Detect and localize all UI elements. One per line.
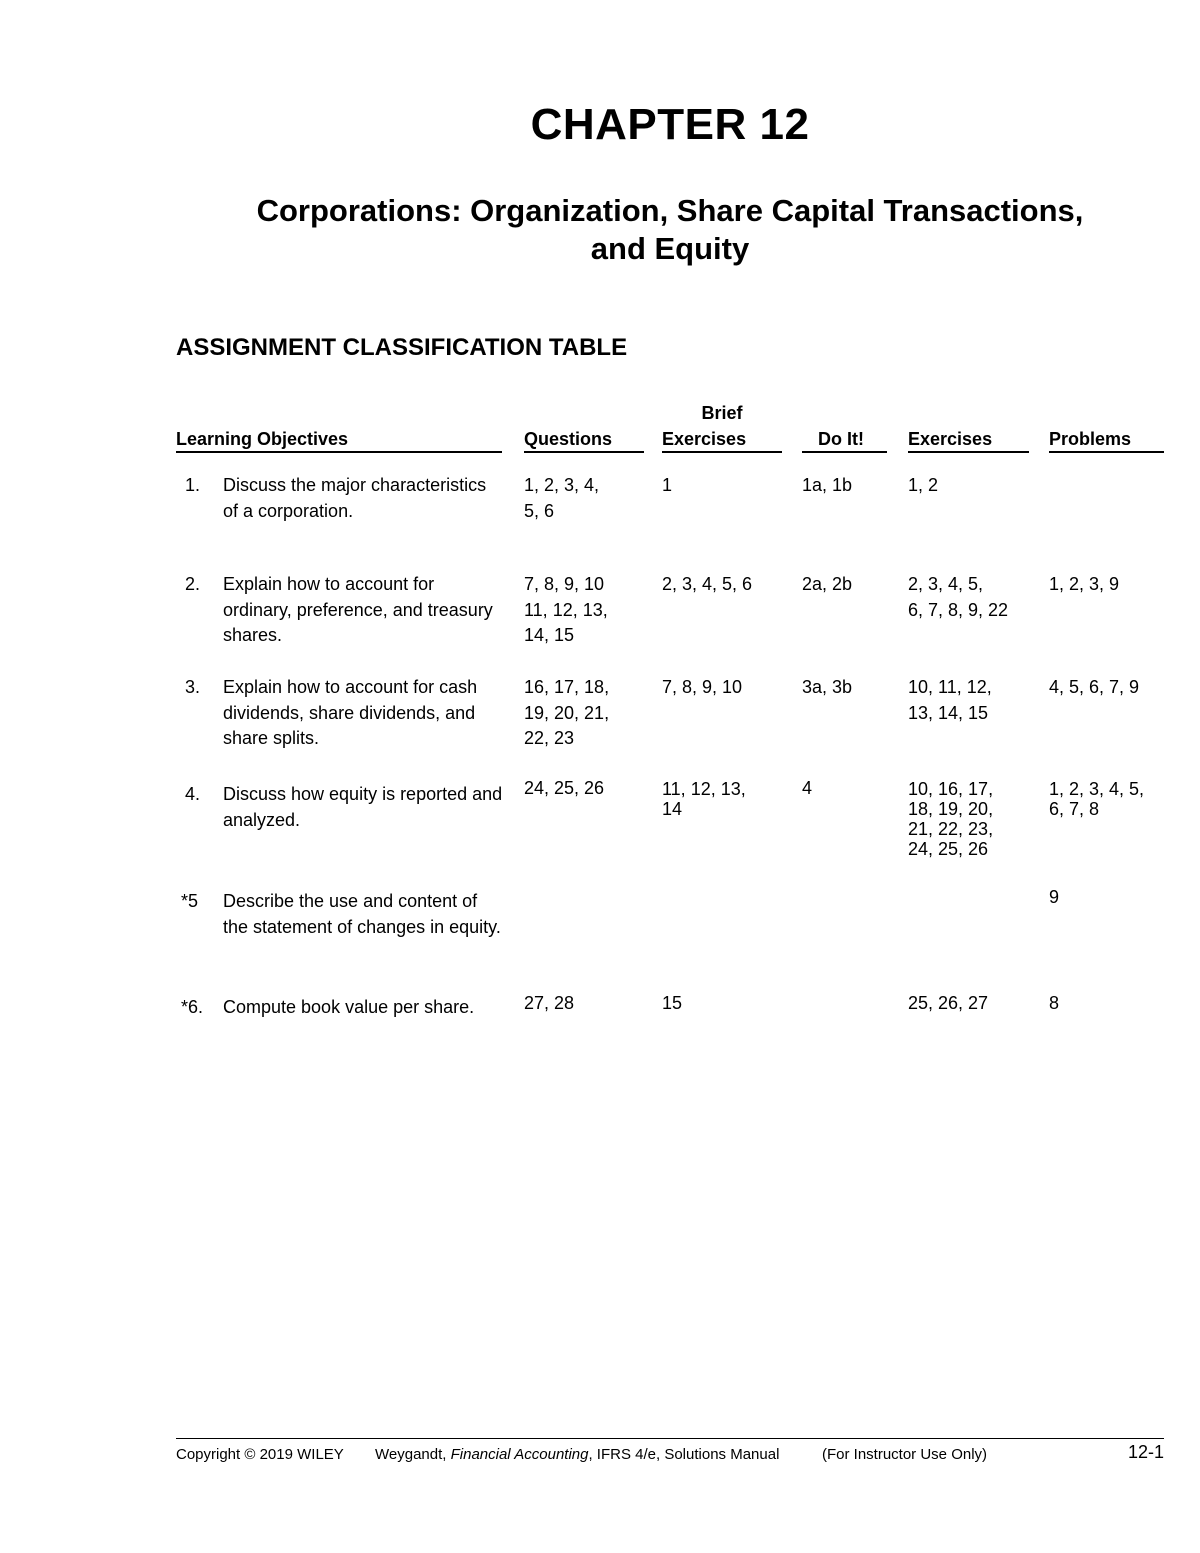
questions-line: 14, 15 [524,625,575,645]
brief-exercises-cell: 15 [662,993,683,1013]
exercises-cell [908,572,1008,623]
brief-exercises-cell: 7, 8, 9, 10 [662,677,743,697]
footer-author: Weygandt [375,1446,443,1463]
objective-number: 3. [185,677,201,697]
questions-cell [524,572,608,649]
objective-number: 2. [185,574,201,594]
questions-line: 7, 8, 9, 10 [524,574,605,594]
do-it-cell: 2a, 2b [802,574,853,594]
objective-text: Discuss the major characteristics of a corporation. [223,475,487,521]
problems-cell [1049,779,1144,819]
section-heading: ASSIGNMENT CLASSIFICATION TABLE [176,334,628,361]
header-underline-objectives [176,451,502,453]
do-it-cell: 4 [802,778,813,798]
brief-exercises-cell [662,779,746,819]
questions-line: 22, 23 [524,728,575,748]
problems-cell: 4, 5, 6, 7, 9 [1049,677,1140,697]
subtitle-line-2: and Equity [590,231,750,266]
footer-book-title: Financial Accounting [450,1446,589,1463]
objective-text: Discuss how equity is reported and analyzed. [223,784,503,830]
questions-cell: 27, 28 [524,993,575,1013]
subtitle-line-1: Corporations: Organization, Share Capital Transactions, [256,193,1084,228]
objective-text: Compute book value per share. [223,997,475,1017]
exercises-line: 6, 7, 8, 9, 22 [908,599,1009,620]
footer-author-separator: , [442,1446,451,1463]
questions-line: 16, 17, 18, [524,677,610,697]
questions-line: 5, 6 [524,500,555,521]
header-underline-problems [1049,451,1164,453]
header-questions: Questions [524,429,613,449]
footer-copyright: Copyright © 2019 WILEY [176,1446,344,1463]
exercises-line: 24, 25, 26 [908,839,989,859]
footer-rule [176,1438,1164,1439]
page-number: 12-1 [1127,1442,1164,1462]
objective-text: Explain how to account for ordinary, preference, and treasury shares. [223,574,493,645]
chapter-title: CHAPTER 12 [530,100,810,149]
header-brief-top: Brief [701,403,743,423]
problems-cell: 9 [1049,887,1060,907]
header-underline-questions [524,451,644,453]
exercises-line: 10, 11, 12, [908,677,992,697]
objective-text: Explain how to account for cash dividends, share dividends, and share splits. [223,677,478,748]
footer-edition: , IFRS 4/e, Solutions Manual [588,1446,780,1463]
objective-number: 1. [185,475,201,495]
do-it-cell: 1a, 1b [802,475,853,495]
chapter-subtitle [176,192,1164,268]
objective-number: *5 [181,891,199,911]
header-underline-doit [802,451,887,453]
exercises-line: 10, 16, 17, [908,779,994,799]
exercises-cell: 1, 2 [908,475,939,495]
header-brief-exercises: Exercises [662,429,747,449]
header-underline-brief [662,451,782,453]
footer-citation [375,1445,779,1465]
exercises-line: 13, 14, 15 [908,702,989,723]
objective-number: 4. [185,784,201,804]
problems-line: 6, 7, 8 [1049,799,1100,819]
objective-text: Describe the use and content of the statement of changes in equity. [223,891,501,937]
problems-cell: 1, 2, 3, 9 [1049,574,1120,594]
questions-line: 1, 2, 3, 4, [524,475,600,495]
header-learning-objectives: Learning Objectives [176,429,349,449]
brief-line: 14 [662,799,683,819]
do-it-cell: 3a, 3b [802,677,853,697]
footer-note: (For Instructor Use Only) [822,1446,988,1463]
exercises-line: 2, 3, 4, 5, [908,574,984,594]
exercises-line: 21, 22, 23, [908,819,994,839]
problems-line: 1, 2, 3, 4, 5, [1049,779,1145,799]
brief-exercises-cell: 2, 3, 4, 5, 6 [662,574,753,594]
brief-exercises-cell: 1 [662,475,673,495]
questions-cell [524,675,609,752]
exercises-cell: 25, 26, 27 [908,993,989,1013]
header-underline-exercises [908,451,1029,453]
questions-line: 11, 12, 13, [524,599,608,620]
exercises-cell [908,675,992,726]
problems-cell: 8 [1049,993,1060,1013]
header-problems: Problems [1049,429,1132,449]
header-exercises: Exercises [908,429,993,449]
questions-cell: 24, 25, 26 [524,778,605,798]
questions-cell [524,473,599,524]
objective-number: *6. [181,997,204,1017]
exercises-cell [908,779,993,859]
exercises-line: 18, 19, 20, [908,799,994,819]
questions-line: 19, 20, 21, [524,702,610,723]
header-do-it: Do It! [818,429,864,449]
brief-line: 11, 12, 13, [662,779,746,799]
